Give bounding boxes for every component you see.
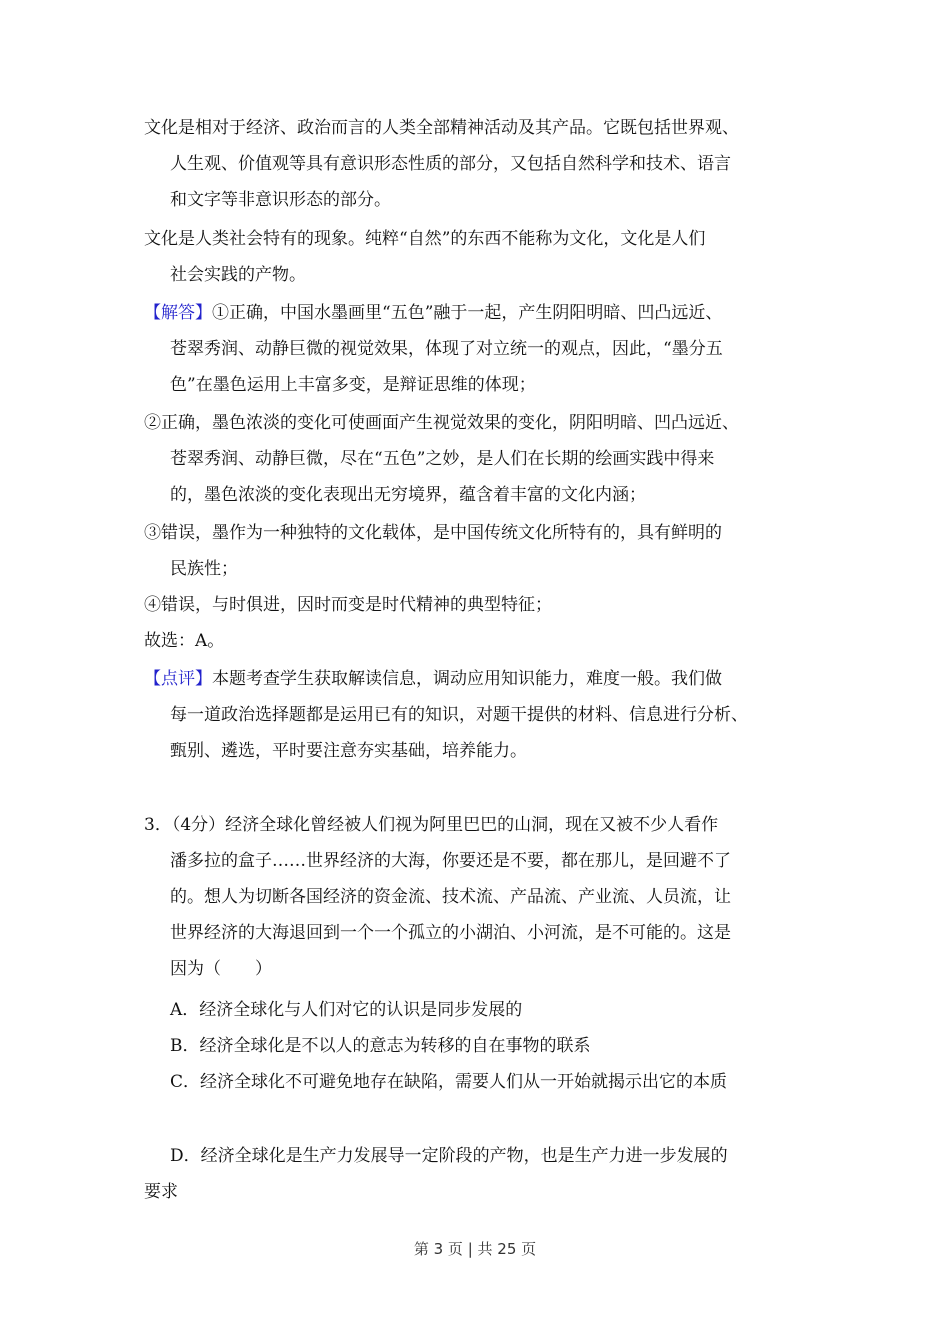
text-line: 和文字等非意识形态的部分。 [170, 190, 391, 210]
paragraph-answer [144, 295, 834, 403]
text-line: ④错误，与时俱进，因时而变是时代精神的典型特征； [144, 595, 552, 615]
paragraph-comment [144, 661, 834, 769]
paragraph-point-3 [144, 515, 834, 587]
text-line: 故选：A。 [144, 631, 225, 651]
text-line: 因为（ ） [170, 959, 272, 979]
text-line [144, 661, 834, 697]
text-line: 潘多拉的盒子……世界经济的大海，你要还是不要，都在那儿，是回避不了 [170, 851, 731, 871]
text-line: 世界经济的大海退回到一个一个孤立的小湖泊、小河流，是不可能的。这是 [170, 923, 731, 943]
text-line: 色”在墨色运用上丰富多变，是辩证思维的体现； [170, 375, 536, 395]
option-b: B．经济全球化是不以人的意志为转移的自在事物的联系 [170, 1036, 591, 1056]
comment-tag: 【点评】 [144, 669, 212, 689]
text-line: ②正确，墨色浓淡的变化可使画面产生视觉效果的变化，阴阳明暗、凹凸远近、 [144, 413, 739, 433]
text-line: 3．（4分）经济全球化曾经被人们视为阿里巴巴的山洞，现在又被不少人看作 [144, 815, 719, 835]
paragraph-culture-definition [144, 110, 834, 218]
text-line: 社会实践的产物。 [170, 265, 306, 285]
text-line: 苍翠秀润、动静巨微，尽在“五色”之妙，是人们在长期的绘画实践中得来 [170, 449, 715, 469]
text-line: 的，墨色浓淡的变化表现出无穷境界，蕴含着丰富的文化内涵； [170, 485, 646, 505]
page-footer: 第 3 页 | 共 25 页 [413, 1240, 537, 1258]
text-span: 本题考查学生获取解读信息，调动应用知识能力，难度一般。我们做 [212, 669, 722, 689]
text-line: 人生观、价值观等具有意识形态性质的部分，又包括自然科学和技术、语言 [170, 154, 731, 174]
option-a: A．经济全球化与人们对它的认识是同步发展的 [170, 1000, 523, 1020]
text-line: 文化是人类社会特有的现象。纯粹“自然”的东西不能称为文化，文化是人们 [144, 229, 706, 249]
text-span: ①正确，中国水墨画里“五色”融于一起，产生阴阳明暗、凹凸远近、 [212, 303, 723, 323]
paragraph-point-2 [144, 405, 834, 513]
paragraph-point-4 [144, 587, 834, 623]
text-line: 甄别、遴选，平时要注意夯实基础，培养能力。 [170, 741, 527, 761]
option-c: C．经济全球化不可避免地存在缺陷，需要人们从一开始就揭示出它的本质 [170, 1072, 728, 1092]
answer-tag: 【解答】 [144, 303, 212, 323]
text-line: 文化是相对于经济、政治而言的人类全部精神活动及其产品。它既包括世界观、 [144, 118, 739, 138]
option-d-wrap: 要求 [144, 1182, 178, 1202]
text-line: 民族性； [170, 559, 238, 579]
paragraph-choice [144, 623, 834, 659]
text-line: 的。想人为切断各国经济的资金流、技术流、产品流、产业流、人员流，让 [170, 887, 731, 907]
paragraph-culture-social [144, 221, 834, 293]
question-3-stem [144, 807, 834, 987]
option-d: D．经济全球化是生产力发展导一定阶段的产物，也是生产力进一步发展的 [170, 1146, 728, 1166]
text-line: 每一道政治选择题都是运用已有的知识，对题干提供的材料、信息进行分析、 [170, 705, 748, 725]
text-line: 苍翠秀润、动静巨微的视觉效果，体现了对立统一的观点，因此，“墨分五 [170, 339, 723, 359]
text-line: ③错误，墨作为一种独特的文化载体，是中国传统文化所特有的，具有鲜明的 [144, 523, 722, 543]
text-line [144, 295, 834, 331]
